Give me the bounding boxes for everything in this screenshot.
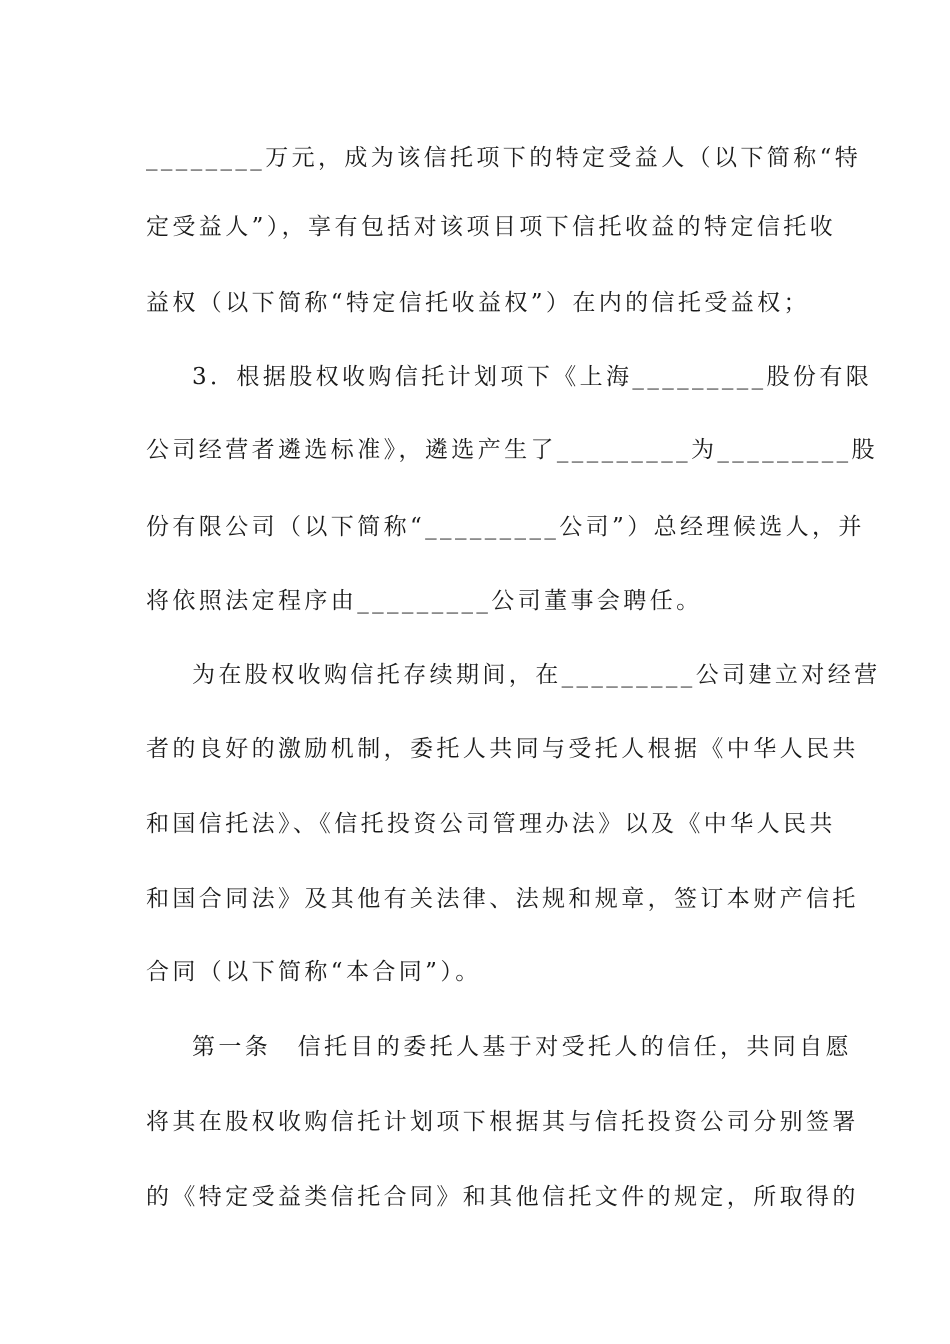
text-line: 将其在股权收购信托计划项下根据其与信托投资公司分别签署: [146, 1109, 859, 1135]
text-line: 的《特定受益类信托合同》和其他信托文件的规定，所取得的: [146, 1184, 859, 1210]
text-line: 将依照法定程序由_________公司董事会聘任。: [146, 588, 703, 614]
text-line: 公司经营者遴选标准》，遴选产生了_________为_________股: [146, 437, 878, 463]
text-line: 3．根据股权收购信托计划项下《上海_________股份有限: [192, 364, 873, 390]
text-line: 定受益人”），享有包括对该项目项下信托收益的特定信托收: [146, 214, 837, 240]
text-line: 第一条 信托目的委托人基于对受托人的信任，共同自愿: [192, 1034, 852, 1060]
text-line: 合同（以下简称“本合同”）。: [146, 959, 482, 985]
text-line: 和国信托法》、《信托投资公司管理办法》以及《中华人民共: [146, 811, 836, 837]
text-line: ________万元，成为该信托项下的特定受益人（以下简称“特: [146, 145, 862, 171]
text-line: 者的良好的激励机制，委托人共同与受托人根据《中华人民共: [146, 736, 859, 762]
text-line: 益权（以下简称“特定信托收益权”）在内的信托受益权；: [146, 290, 810, 316]
text-line: 和国合同法》及其他有关法律、法规和规章，签订本财产信托: [146, 886, 859, 912]
text-line: 为在股权收购信托存续期间，在_________公司建立对经营: [192, 662, 881, 688]
text-line: 份有限公司（以下简称“_________公司”）总经理候选人，并: [146, 514, 865, 540]
